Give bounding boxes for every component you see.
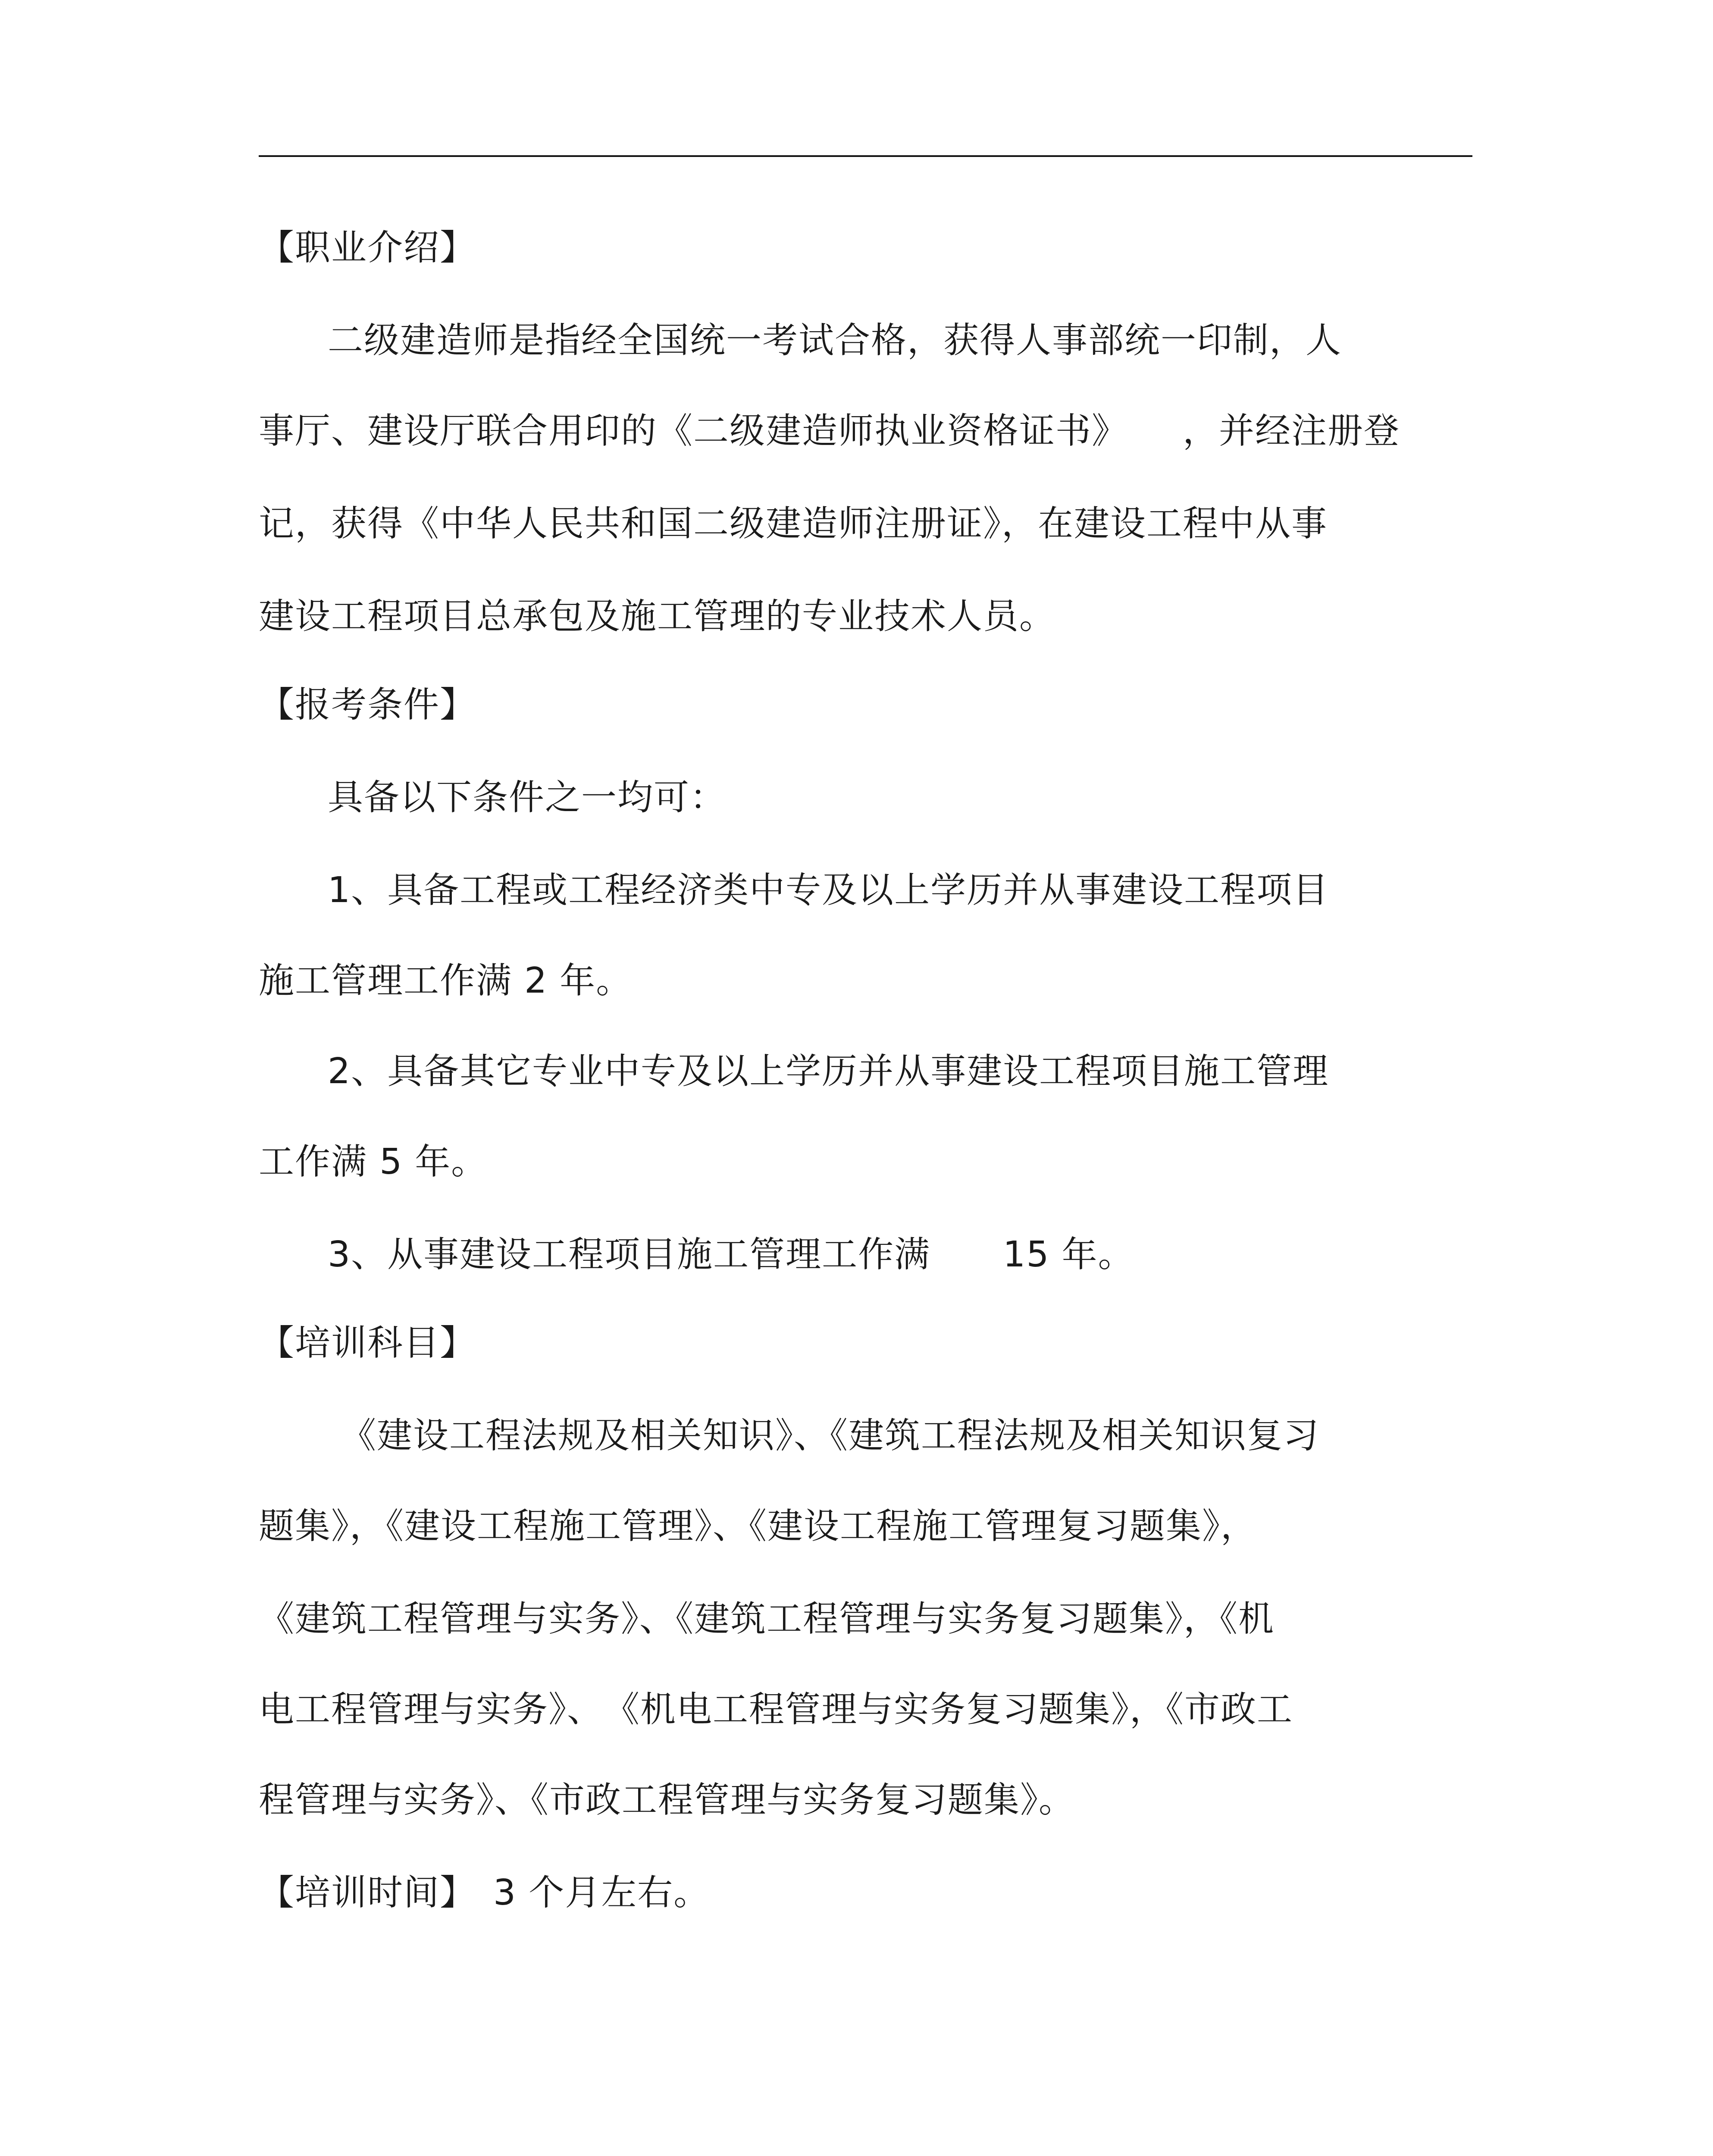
requirement-item-2-cont: 工作满 5 年。 (259, 1141, 488, 1182)
intro-line-4: 建设工程项目总承包及施工管理的专业技术人员。 (259, 596, 1056, 637)
requirement-item-1-cont: 施工管理工作满 2 年。 (259, 960, 633, 1001)
intro-line-3: 记，获得《中华人民共和国二级建造师注册证》，在建设工程中从事 (259, 503, 1328, 544)
section-heading-subjects: 【培训科目】 (259, 1322, 476, 1363)
requirement-item-2: 2、具备其它专业中专及以上学历并从事建设工程项目施工管理 (328, 1051, 1329, 1092)
requirements-lead: 具备以下条件之一均可： (328, 777, 727, 818)
subjects-line-3: 《建筑工程管理与实务》、《建筑工程管理与实务复习题集》，《机 (259, 1598, 1275, 1639)
header-rule (259, 155, 1472, 157)
intro-line-1: 二级建造师是指经全国统一考试合格，获得人事部统一印制，人 (328, 320, 1342, 361)
subjects-line-5: 程管理与实务》、《市政工程管理与实务复习题集》。 (259, 1780, 1075, 1821)
subjects-line-2: 题集》，《建设工程施工管理》、《建设工程施工管理复习题集》， (259, 1506, 1257, 1547)
requirement-item-3: 3、从事建设工程项目施工管理工作满 15 年。 (328, 1234, 1134, 1275)
section-heading-intro: 【职业介绍】 (259, 227, 476, 268)
requirement-item-1: 1、具备工程或工程经济类中专及以上学历并从事建设工程项目 (328, 870, 1329, 911)
subjects-line-4: 电工程管理与实务》、 《机电工程管理与实务复习题集》，《市政工 (259, 1689, 1293, 1730)
subjects-line-1: 《建设工程法规及相关知识》、《建筑工程法规及相关知识复习 (341, 1415, 1320, 1456)
intro-line-2: 事厅、建设厅联合用印的《二级建造师执业资格证书》 ，并经注册登 (259, 411, 1400, 451)
duration-text: 3 个月左右。 (493, 1872, 710, 1913)
section-heading-requirements: 【报考条件】 (259, 684, 476, 725)
section-heading-duration: 【培训时间】 (259, 1872, 476, 1913)
duration-line (259, 1869, 710, 1917)
